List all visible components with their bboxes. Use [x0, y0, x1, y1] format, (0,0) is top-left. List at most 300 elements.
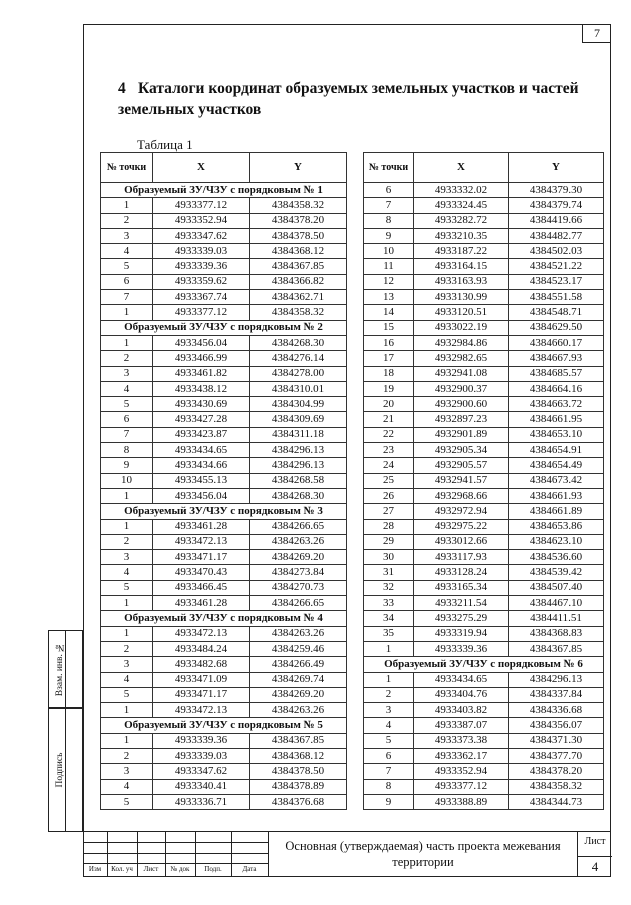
point-number-cell: 3	[101, 657, 153, 672]
y-coordinate-cell: 4384263.26	[250, 534, 347, 549]
y-coordinate-cell: 4384310.01	[250, 381, 347, 396]
table-row	[364, 748, 604, 763]
y-coordinate-cell: 4384551.58	[509, 290, 604, 305]
table-header-row	[364, 153, 604, 183]
x-coordinate-cell: 4933332.02	[414, 183, 509, 198]
table-row	[101, 366, 347, 381]
section-title-cell: Образуемый ЗУ/ЧЗУ с порядковым № 3	[101, 504, 347, 519]
table-row	[364, 366, 604, 381]
y-coordinate-cell: 4384368.83	[509, 626, 604, 641]
x-coordinate-cell: 4933324.45	[414, 198, 509, 213]
table-row	[364, 412, 604, 427]
y-coordinate-cell: 4384467.10	[509, 596, 604, 611]
x-coordinate-cell: 4933471.09	[153, 672, 250, 687]
y-coordinate-cell: 4384278.00	[250, 366, 347, 381]
y-coordinate-cell: 4384266.49	[250, 657, 347, 672]
x-coordinate-cell: 4933470.43	[153, 565, 250, 580]
section-title-cell: Образуемый ЗУ/ЧЗУ с порядковым № 5	[101, 718, 347, 733]
point-number-cell: 1	[364, 672, 414, 687]
x-coordinate-cell: 4933434.65	[153, 443, 250, 458]
x-coordinate-cell: 4933471.17	[153, 550, 250, 565]
x-coordinate-cell: 4933377.12	[153, 198, 250, 213]
y-coordinate-cell: 4384368.12	[250, 244, 347, 259]
table-row	[101, 550, 347, 565]
column-header-y: Y	[509, 153, 604, 183]
y-coordinate-cell: 4384337.84	[509, 687, 604, 702]
point-number-cell: 32	[364, 580, 414, 595]
point-number-cell: 3	[101, 550, 153, 565]
x-coordinate-cell: 4933165.34	[414, 580, 509, 595]
point-number-cell: 3	[101, 366, 153, 381]
x-coordinate-cell: 4933340.41	[153, 779, 250, 794]
point-number-cell: 1	[101, 335, 153, 350]
point-number-cell: 16	[364, 335, 414, 350]
y-coordinate-cell: 4384482.77	[509, 228, 604, 243]
point-number-cell: 24	[364, 458, 414, 473]
y-coordinate-cell: 4384311.18	[250, 427, 347, 442]
y-coordinate-cell: 4384309.69	[250, 412, 347, 427]
x-coordinate-cell: 4933339.36	[414, 641, 509, 656]
y-coordinate-cell: 4384378.20	[509, 764, 604, 779]
table-row	[101, 412, 347, 427]
x-coordinate-cell: 4933120.51	[414, 305, 509, 320]
table-row	[364, 641, 604, 656]
x-coordinate-cell: 4933130.99	[414, 290, 509, 305]
y-coordinate-cell: 4384270.73	[250, 580, 347, 595]
point-number-cell: 4	[101, 672, 153, 687]
x-coordinate-cell: 4933211.54	[414, 596, 509, 611]
table-row	[364, 458, 604, 473]
y-coordinate-cell: 4384371.30	[509, 733, 604, 748]
point-number-cell: 6	[101, 412, 153, 427]
table-row	[101, 228, 347, 243]
x-coordinate-cell: 4933339.03	[153, 748, 250, 763]
sheet-label: Лист	[584, 836, 606, 847]
table-row	[101, 213, 347, 228]
point-number-cell: 34	[364, 611, 414, 626]
table-row	[101, 534, 347, 549]
y-coordinate-cell: 4384263.26	[250, 703, 347, 718]
table-row	[101, 565, 347, 580]
x-coordinate-cell: 4932900.60	[414, 397, 509, 412]
x-coordinate-cell: 4933117.93	[414, 550, 509, 565]
table-row	[364, 290, 604, 305]
y-coordinate-cell: 4384296.13	[250, 458, 347, 473]
x-coordinate-cell: 4933471.17	[153, 687, 250, 702]
x-coordinate-cell: 4933461.82	[153, 366, 250, 381]
point-number-cell: 14	[364, 305, 414, 320]
table-row	[364, 381, 604, 396]
table-row	[364, 244, 604, 259]
table-row	[101, 274, 347, 289]
x-coordinate-cell: 4933434.66	[153, 458, 250, 473]
table-row	[364, 335, 604, 350]
x-coordinate-cell: 4933339.36	[153, 733, 250, 748]
x-coordinate-cell: 4933466.99	[153, 351, 250, 366]
page-number: 7	[582, 24, 611, 43]
x-coordinate-cell: 4933187.22	[414, 244, 509, 259]
x-coordinate-cell: 4933128.24	[414, 565, 509, 580]
table-row	[364, 733, 604, 748]
y-coordinate-cell: 4384263.26	[250, 626, 347, 641]
point-number-cell: 1	[101, 596, 153, 611]
point-number-cell: 7	[364, 198, 414, 213]
point-number-cell: 1	[101, 519, 153, 534]
y-coordinate-cell: 4384356.07	[509, 718, 604, 733]
table-row	[364, 351, 604, 366]
y-coordinate-cell: 4384358.32	[250, 198, 347, 213]
y-coordinate-cell: 4384673.42	[509, 473, 604, 488]
point-number-cell: 33	[364, 596, 414, 611]
x-coordinate-cell: 4933339.36	[153, 259, 250, 274]
section-number: 4	[118, 80, 126, 97]
point-number-cell: 2	[101, 641, 153, 656]
table-row	[101, 259, 347, 274]
point-number-cell: 4	[101, 244, 153, 259]
table-header-row	[101, 153, 347, 183]
x-coordinate-cell: 4933484.24	[153, 641, 250, 656]
y-coordinate-cell: 4384269.74	[250, 672, 347, 687]
y-coordinate-cell: 4384629.50	[509, 320, 604, 335]
point-number-cell: 18	[364, 366, 414, 381]
point-number-cell: 3	[101, 764, 153, 779]
y-coordinate-cell: 4384266.65	[250, 519, 347, 534]
table-row	[364, 779, 604, 794]
x-coordinate-cell: 4932972.94	[414, 504, 509, 519]
x-coordinate-cell: 4933362.17	[414, 748, 509, 763]
x-coordinate-cell: 4933472.13	[153, 703, 250, 718]
point-number-cell: 3	[101, 228, 153, 243]
point-number-cell: 2	[364, 687, 414, 702]
table-row	[101, 794, 347, 809]
point-number-cell: 26	[364, 488, 414, 503]
y-coordinate-cell: 4384268.30	[250, 488, 347, 503]
point-number-cell: 1	[101, 733, 153, 748]
x-coordinate-cell: 4933282.72	[414, 213, 509, 228]
point-number-cell: 1	[101, 305, 153, 320]
y-coordinate-cell: 4384358.32	[250, 305, 347, 320]
point-number-cell: 8	[364, 213, 414, 228]
point-number-cell: 1	[101, 703, 153, 718]
table-row	[101, 733, 347, 748]
section-title-cell: Образуемый ЗУ/ЧЗУ с порядковым № 4	[101, 611, 347, 626]
section-heading	[118, 78, 588, 120]
y-coordinate-cell: 4384685.57	[509, 366, 604, 381]
table-row	[364, 611, 604, 626]
x-coordinate-cell: 4933164.15	[414, 259, 509, 274]
point-number-cell: 19	[364, 381, 414, 396]
y-coordinate-cell: 4384661.95	[509, 412, 604, 427]
section-title-cell: Образуемый ЗУ/ЧЗУ с порядковым № 2	[101, 320, 347, 335]
point-number-cell: 4	[101, 381, 153, 396]
table-row	[364, 580, 604, 595]
section-title-cell: Образуемый ЗУ/ЧЗУ с порядковым № 6	[364, 657, 604, 672]
title-block	[83, 831, 611, 877]
x-coordinate-cell: 4933359.62	[153, 274, 250, 289]
y-coordinate-cell: 4384378.20	[250, 213, 347, 228]
table-row	[364, 534, 604, 549]
x-coordinate-cell: 4932901.89	[414, 427, 509, 442]
table-row	[101, 290, 347, 305]
x-coordinate-cell: 4933456.04	[153, 335, 250, 350]
table-row	[101, 657, 347, 672]
y-coordinate-cell: 4384358.32	[509, 779, 604, 794]
table-row	[101, 687, 347, 702]
x-coordinate-cell: 4933427.28	[153, 412, 250, 427]
table-row	[101, 305, 347, 320]
table-row	[364, 443, 604, 458]
x-coordinate-cell: 4932968.66	[414, 488, 509, 503]
table-row	[364, 764, 604, 779]
section-row	[101, 718, 347, 733]
table-row	[364, 504, 604, 519]
y-coordinate-cell: 4384667.93	[509, 351, 604, 366]
point-number-cell: 9	[101, 458, 153, 473]
x-coordinate-cell: 4933472.13	[153, 534, 250, 549]
point-number-cell: 5	[101, 397, 153, 412]
stamp-col-sign: Подп.	[204, 865, 222, 873]
x-coordinate-cell: 4933466.45	[153, 580, 250, 595]
x-coordinate-cell: 4933319.94	[414, 626, 509, 641]
x-coordinate-cell: 4933347.62	[153, 228, 250, 243]
column-header-point: № точки	[101, 153, 153, 183]
y-coordinate-cell: 4384344.73	[509, 794, 604, 809]
table-row	[364, 397, 604, 412]
point-number-cell: 4	[101, 779, 153, 794]
table-row	[101, 703, 347, 718]
section-row	[364, 657, 604, 672]
x-coordinate-cell: 4932905.34	[414, 443, 509, 458]
y-coordinate-cell: 4384654.91	[509, 443, 604, 458]
x-coordinate-cell: 4932941.57	[414, 473, 509, 488]
table-row	[364, 550, 604, 565]
x-coordinate-cell: 4933387.07	[414, 718, 509, 733]
table-row	[101, 641, 347, 656]
coordinates-table-left	[100, 152, 347, 810]
table-row	[101, 443, 347, 458]
y-coordinate-cell: 4384548.71	[509, 305, 604, 320]
table-row	[364, 228, 604, 243]
point-number-cell: 2	[101, 351, 153, 366]
y-coordinate-cell: 4384664.16	[509, 381, 604, 396]
x-coordinate-cell: 4932975.22	[414, 519, 509, 534]
x-coordinate-cell: 4933347.62	[153, 764, 250, 779]
x-coordinate-cell: 4932900.37	[414, 381, 509, 396]
side-label-inventory: Взам. инв. №	[55, 641, 65, 697]
table-row	[364, 718, 604, 733]
x-coordinate-cell: 4933434.65	[414, 672, 509, 687]
x-coordinate-cell: 4933455.13	[153, 473, 250, 488]
y-coordinate-cell: 4384661.89	[509, 504, 604, 519]
column-header-x: X	[153, 153, 250, 183]
point-number-cell: 23	[364, 443, 414, 458]
point-number-cell: 7	[364, 764, 414, 779]
point-number-cell: 5	[101, 794, 153, 809]
x-coordinate-cell: 4933352.94	[153, 213, 250, 228]
x-coordinate-cell: 4933403.82	[414, 703, 509, 718]
y-coordinate-cell: 4384362.71	[250, 290, 347, 305]
point-number-cell: 22	[364, 427, 414, 442]
y-coordinate-cell: 4384378.50	[250, 228, 347, 243]
column-header-y: Y	[250, 153, 347, 183]
point-number-cell: 6	[364, 183, 414, 198]
x-coordinate-cell: 4933163.93	[414, 274, 509, 289]
y-coordinate-cell: 4384623.10	[509, 534, 604, 549]
table-row	[101, 198, 347, 213]
point-number-cell: 20	[364, 397, 414, 412]
x-coordinate-cell: 4933438.12	[153, 381, 250, 396]
y-coordinate-cell: 4384259.46	[250, 641, 347, 656]
x-coordinate-cell: 4932905.57	[414, 458, 509, 473]
x-coordinate-cell: 4933377.12	[153, 305, 250, 320]
y-coordinate-cell: 4384419.66	[509, 213, 604, 228]
x-coordinate-cell: 4933373.38	[414, 733, 509, 748]
stamp-col-doc: № док	[170, 865, 190, 873]
table-row	[364, 672, 604, 687]
point-number-cell: 21	[364, 412, 414, 427]
point-number-cell: 9	[364, 794, 414, 809]
point-number-cell: 12	[364, 274, 414, 289]
point-number-cell: 30	[364, 550, 414, 565]
y-coordinate-cell: 4384268.58	[250, 473, 347, 488]
point-number-cell: 2	[101, 534, 153, 549]
stamp-col-date: Дата	[242, 865, 257, 873]
table-row	[364, 320, 604, 335]
y-coordinate-cell: 4384661.93	[509, 488, 604, 503]
y-coordinate-cell: 4384376.68	[250, 794, 347, 809]
y-coordinate-cell: 4384523.17	[509, 274, 604, 289]
x-coordinate-cell: 4933388.89	[414, 794, 509, 809]
y-coordinate-cell: 4384379.74	[509, 198, 604, 213]
revision-columns	[83, 832, 268, 876]
table-row	[364, 213, 604, 228]
point-number-cell: 8	[364, 779, 414, 794]
point-number-cell: 35	[364, 626, 414, 641]
stamp-col-change: Изм	[88, 865, 102, 873]
point-number-cell: 7	[101, 290, 153, 305]
table-row	[101, 427, 347, 442]
column-header-x: X	[414, 153, 509, 183]
section-row	[101, 611, 347, 626]
x-coordinate-cell: 4932984.86	[414, 335, 509, 350]
table-row	[364, 794, 604, 809]
section-row	[101, 504, 347, 519]
y-coordinate-cell: 4384268.30	[250, 335, 347, 350]
y-coordinate-cell: 4384411.51	[509, 611, 604, 626]
point-number-cell: 5	[101, 580, 153, 595]
document-title: Основная (утверждаемая) часть проекта межевания территории	[285, 839, 561, 869]
table-row	[364, 596, 604, 611]
point-number-cell: 4	[101, 565, 153, 580]
table-row	[101, 626, 347, 641]
y-coordinate-cell: 4384521.22	[509, 259, 604, 274]
y-coordinate-cell: 4384377.70	[509, 748, 604, 763]
section-row	[101, 183, 347, 198]
y-coordinate-cell: 4384379.30	[509, 183, 604, 198]
section-title: Каталоги координат образуемых земельных участков и частей земельных участков	[118, 80, 579, 118]
y-coordinate-cell: 4384378.89	[250, 779, 347, 794]
point-number-cell: 5	[101, 259, 153, 274]
point-number-cell: 13	[364, 290, 414, 305]
point-number-cell: 11	[364, 259, 414, 274]
table-row	[101, 473, 347, 488]
y-coordinate-cell: 4384653.86	[509, 519, 604, 534]
x-coordinate-cell: 4933339.03	[153, 244, 250, 259]
point-number-cell: 2	[101, 213, 153, 228]
y-coordinate-cell: 4384653.10	[509, 427, 604, 442]
point-number-cell: 6	[364, 748, 414, 763]
x-coordinate-cell: 4933456.04	[153, 488, 250, 503]
y-coordinate-cell: 4384536.60	[509, 550, 604, 565]
coordinates-table-right	[363, 152, 604, 810]
side-stamp-signature	[48, 708, 83, 832]
table-row	[101, 244, 347, 259]
point-number-cell: 8	[101, 443, 153, 458]
point-number-cell: 9	[364, 228, 414, 243]
y-coordinate-cell: 4384539.42	[509, 565, 604, 580]
table-row	[101, 596, 347, 611]
y-coordinate-cell: 4384296.13	[509, 672, 604, 687]
table-row	[364, 626, 604, 641]
y-coordinate-cell: 4384366.82	[250, 274, 347, 289]
table-row	[364, 488, 604, 503]
side-label-signature: Подпись	[55, 752, 65, 788]
x-coordinate-cell: 4933404.76	[414, 687, 509, 702]
table-row	[101, 672, 347, 687]
sheet-box	[577, 832, 612, 876]
x-coordinate-cell: 4933367.74	[153, 290, 250, 305]
table-label: Таблица 1	[137, 137, 193, 152]
point-number-cell: 17	[364, 351, 414, 366]
point-number-cell: 6	[101, 274, 153, 289]
point-number-cell: 2	[101, 748, 153, 763]
table-row	[364, 183, 604, 198]
stamp-col-sheet: Лист	[143, 865, 159, 873]
y-coordinate-cell: 4384269.20	[250, 550, 347, 565]
y-coordinate-cell: 4384663.72	[509, 397, 604, 412]
x-coordinate-cell: 4933461.28	[153, 596, 250, 611]
point-number-cell: 27	[364, 504, 414, 519]
table-row	[364, 565, 604, 580]
table-row	[101, 351, 347, 366]
x-coordinate-cell: 4933012.66	[414, 534, 509, 549]
y-coordinate-cell: 4384304.99	[250, 397, 347, 412]
y-coordinate-cell: 4384276.14	[250, 351, 347, 366]
x-coordinate-cell: 4933430.69	[153, 397, 250, 412]
y-coordinate-cell: 4384273.84	[250, 565, 347, 580]
x-coordinate-cell: 4932897.23	[414, 412, 509, 427]
point-number-cell: 1	[101, 198, 153, 213]
point-number-cell: 10	[364, 244, 414, 259]
table-row	[364, 519, 604, 534]
point-number-cell: 31	[364, 565, 414, 580]
point-number-cell: 28	[364, 519, 414, 534]
point-number-cell: 10	[101, 473, 153, 488]
x-coordinate-cell: 4933022.19	[414, 320, 509, 335]
column-header-point: № точки	[364, 153, 414, 183]
y-coordinate-cell: 4384378.50	[250, 764, 347, 779]
point-number-cell: 15	[364, 320, 414, 335]
y-coordinate-cell: 4384502.03	[509, 244, 604, 259]
x-coordinate-cell: 4933377.12	[414, 779, 509, 794]
table-row	[364, 198, 604, 213]
y-coordinate-cell: 4384507.40	[509, 580, 604, 595]
x-coordinate-cell: 4933275.29	[414, 611, 509, 626]
y-coordinate-cell: 4384269.20	[250, 687, 347, 702]
table-row	[101, 397, 347, 412]
table-row	[364, 687, 604, 702]
section-title-cell: Образуемый ЗУ/ЧЗУ с порядковым № 1	[101, 183, 347, 198]
